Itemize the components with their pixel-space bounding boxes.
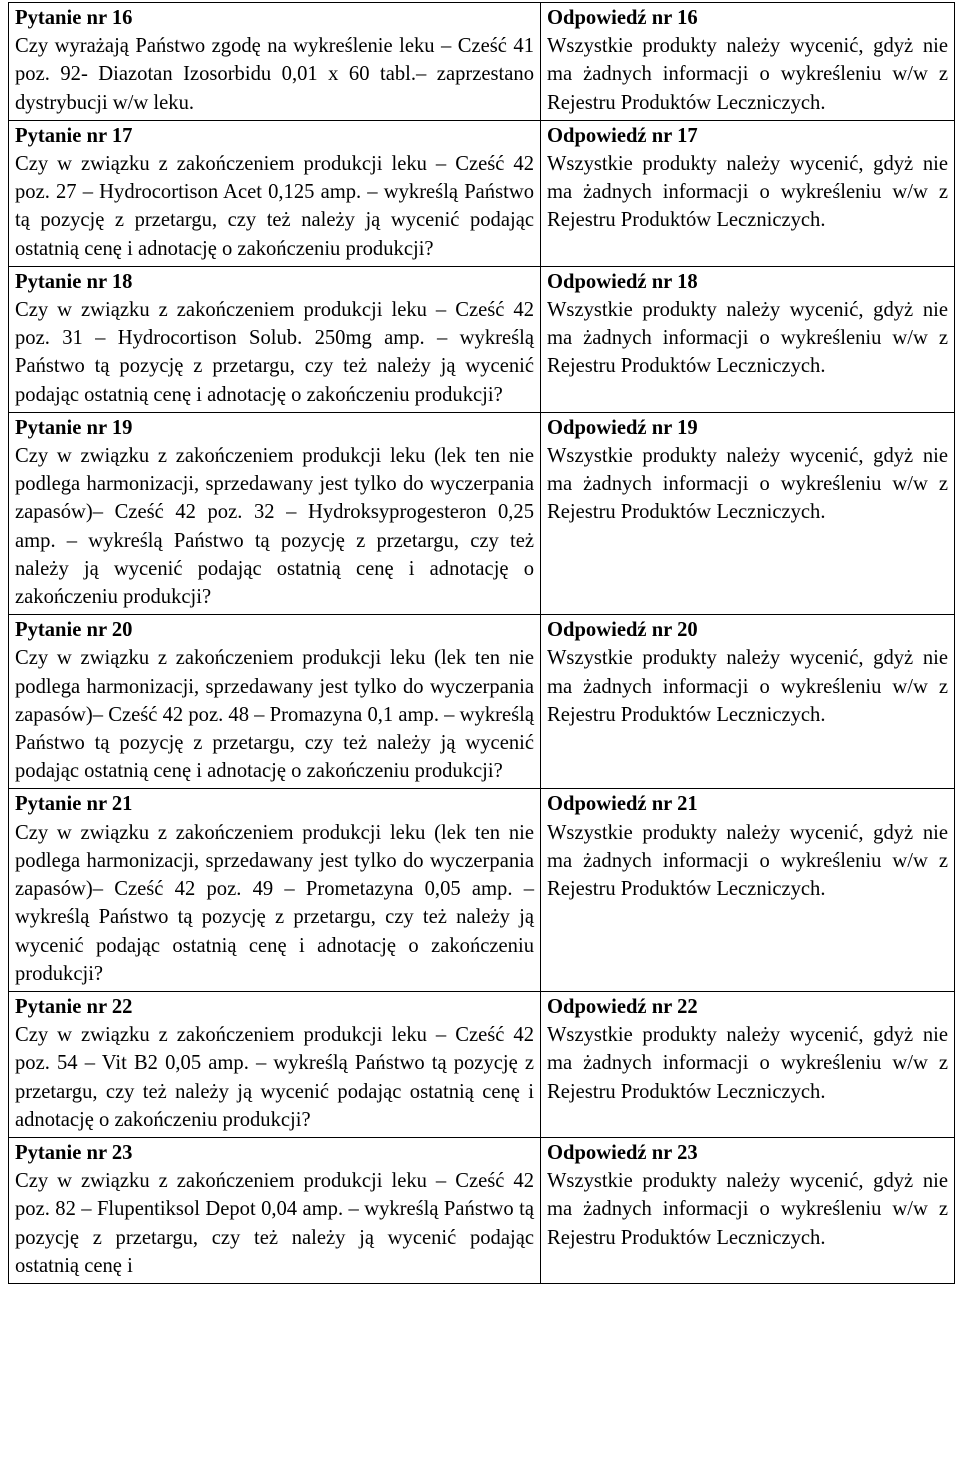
qa-row <box>9 991 955 1137</box>
answer-text: Wszystkie produkty należy wycenić, gdyż nie ma żadnych informacji o wykreśleniu w/w z Rejestru Produktów Leczniczych. <box>547 647 948 726</box>
answer-heading: Odpowiedź nr 20 <box>547 619 698 642</box>
question-text: Czy w związku z zakończeniem produkcji leku – Cześć 42 poz. 54 – Vit B2 0,05 amp. – wykreślą Państwo tą pozycję z przetargu, czy też należy ją wycenić podając ostatnią cenę i adnotację o zakończeniu produkcji? <box>15 1024 534 1131</box>
answer-cell <box>541 266 955 412</box>
question-heading: Pytanie nr 20 <box>15 619 133 642</box>
question-text: Czy w związku z zakończeniem produkcji leku – Cześć 42 poz. 27 – Hydrocortison Acet 0,125 amp. – wykreślą Państwo tą pozycję z przetargu, czy też należy ją wycenić podając ostatnią cenę i adnotację o zakończeniu produkcji? <box>15 153 534 260</box>
qa-row <box>9 615 955 789</box>
qa-row <box>9 3 955 121</box>
question-text: Czy w związku z zakończeniem produkcji leku – Cześć 42 poz. 82 – Flupentiksol Depot 0,04 amp. – wykreślą Państwo tą pozycję z przetargu, czy też należy ją wycenić podając ostatnią cenę i <box>15 1170 534 1277</box>
answer-cell <box>541 3 955 121</box>
answer-text: Wszystkie produkty należy wycenić, gdyż nie ma żadnych informacji o wykreśleniu w/w z Rejestru Produktów Leczniczych. <box>547 1024 948 1103</box>
answer-cell <box>541 991 955 1137</box>
answer-heading: Odpowiedź nr 22 <box>547 995 698 1018</box>
question-heading: Pytanie nr 23 <box>15 1141 133 1164</box>
answer-heading: Odpowiedź nr 16 <box>547 7 698 29</box>
question-heading: Pytanie nr 19 <box>15 416 133 439</box>
answer-heading: Odpowiedź nr 17 <box>547 124 698 147</box>
qa-row <box>9 412 955 614</box>
question-heading: Pytanie nr 21 <box>15 793 133 816</box>
question-text: Czy w związku z zakończeniem produkcji leku – Cześć 42 poz. 31 – Hydrocortison Solub. 250mg amp. – wykreślą Państwo tą pozycję z przetargu, czy też należy ją wycenić podając ostatnią cenę i adnotację o zakończeniu produkcji? <box>15 299 534 406</box>
question-heading: Pytanie nr 17 <box>15 124 133 147</box>
question-text: Czy w związku z zakończeniem produkcji leku (lek ten nie podlega harmonizacji, sprzedawany jest tylko do wyczerpania zapasów)– Cześć 42 poz. 49 – Prometazyna 0,05 amp. – wykreślą Państwo tą pozycję z przetargu, czy też należy ją wycenić podając ostatnią cenę i adnotację o zakończeniu produkcji? <box>15 821 534 985</box>
answer-cell <box>541 412 955 614</box>
question-cell <box>9 1137 541 1283</box>
question-text: Czy w związku z zakończeniem produkcji leku (lek ten nie podlega harmonizacji, sprzedawany jest tylko do wyczerpania zapasów)– Cześć 42 poz. 32 – Hydroksyprogesteron 0,25 amp. – wykreślą Państwo tą pozycję z przetargu, czy też należy ją wycenić podając ostatnią cenę i adnotację o zakończeniu produkcji? <box>15 445 534 609</box>
answer-text: Wszystkie produkty należy wycenić, gdyż nie ma żadnych informacji o wykreśleniu w/w z Rejestru Produktów Leczniczych. <box>547 1170 948 1249</box>
question-heading: Pytanie nr 22 <box>15 995 133 1018</box>
question-text: Czy wyrażają Państwo zgodę na wykreślenie leku – Cześć 41 poz. 92- Diazotan Izosorbidu 0,01 x 60 tabl.– zaprzestano dystrybucji w/w leku. <box>15 35 534 114</box>
qa-row <box>9 1137 955 1283</box>
answer-heading: Odpowiedź nr 18 <box>547 270 698 293</box>
question-cell <box>9 789 541 991</box>
answer-heading: Odpowiedź nr 21 <box>547 793 698 816</box>
question-heading: Pytanie nr 16 <box>15 7 133 29</box>
qa-row <box>9 120 955 266</box>
answer-heading: Odpowiedź nr 19 <box>547 416 698 439</box>
qa-table <box>8 2 955 1284</box>
answer-cell <box>541 615 955 789</box>
answer-cell <box>541 120 955 266</box>
answer-text: Wszystkie produkty należy wycenić, gdyż nie ma żadnych informacji o wykreśleniu w/w z Rejestru Produktów Leczniczych. <box>547 821 948 901</box>
question-cell <box>9 3 541 121</box>
question-cell <box>9 266 541 412</box>
answer-cell <box>541 1137 955 1283</box>
question-cell <box>9 991 541 1137</box>
answer-text: Wszystkie produkty należy wycenić, gdyż nie ma żadnych informacji o wykreśleniu w/w z Rejestru Produktów Leczniczych. <box>547 35 948 114</box>
question-cell <box>9 412 541 614</box>
answer-text: Wszystkie produkty należy wycenić, gdyż nie ma żadnych informacji o wykreśleniu w/w z Rejestru Produktów Leczniczych. <box>547 153 948 232</box>
question-cell <box>9 615 541 789</box>
qa-row <box>9 266 955 412</box>
answer-cell <box>541 789 955 991</box>
answer-heading: Odpowiedź nr 23 <box>547 1141 698 1164</box>
answer-text: Wszystkie produkty należy wycenić, gdyż nie ma żadnych informacji o wykreśleniu w/w z Rejestru Produktów Leczniczych. <box>547 299 948 378</box>
qa-row <box>9 789 955 991</box>
question-text: Czy w związku z zakończeniem produkcji leku (lek ten nie podlega harmonizacji, sprzedawany jest tylko do wyczerpania zapasów)– Cześć 42 poz. 48 – Promazyna 0,1 amp. – wykreślą Państwo tą pozycję z przetargu, czy też należy ją wycenić podając ostatnią cenę i adnotację o zakończeniu produkcji? <box>15 647 534 783</box>
question-cell <box>9 120 541 266</box>
answer-text: Wszystkie produkty należy wycenić, gdyż nie ma żadnych informacji o wykreśleniu w/w z Rejestru Produktów Leczniczych. <box>547 445 948 524</box>
question-heading: Pytanie nr 18 <box>15 270 133 293</box>
